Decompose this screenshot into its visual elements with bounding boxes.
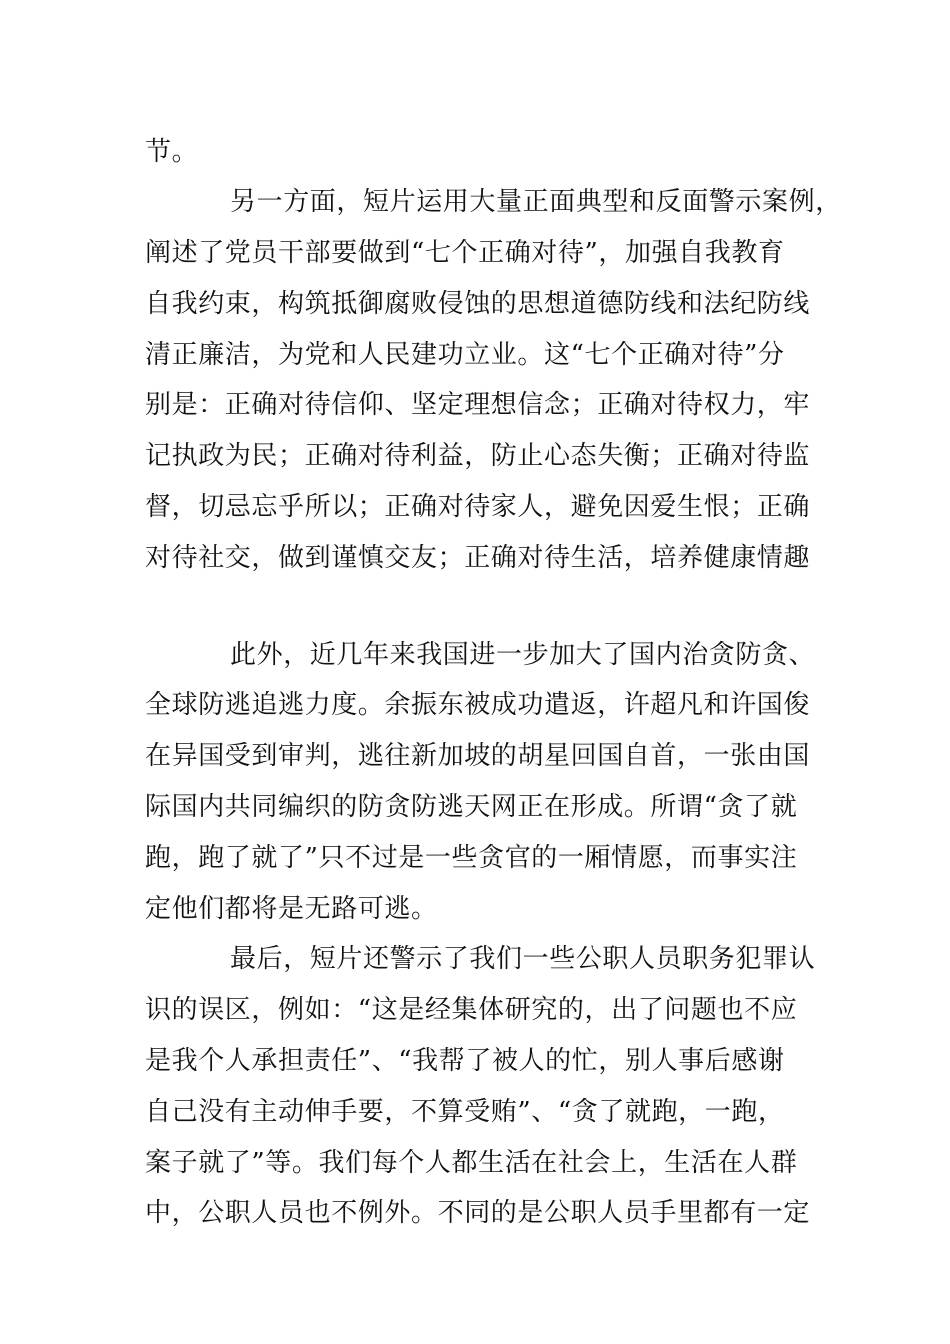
text-line: 中，公职人员也不例外。不同的是公职人员手里都有一定 (145, 1198, 811, 1228)
text-line: 跑，跑了就了”只不过是一些贪官的一厢情愿，而事实注 (145, 843, 798, 873)
text-line: 全球防逃追逃力度。余振东被成功遣返，许超凡和许国俊 (145, 690, 811, 720)
text-line: 对待社交，做到谨慎交友；正确对待生活，培养健康情趣 (145, 543, 811, 573)
paragraph-start-line: 另一方面，短片运用大量正面典型和反面警示案例， (230, 187, 842, 217)
text-line: 际国内共同编织的防贪防逃天网正在形成。所谓“贪了就 (145, 792, 798, 822)
text-line: 案子就了”等。我们每个人都生活在社会上，生活在人群 (145, 1148, 798, 1178)
text-line: 在异国受到审判，逃往新加坡的胡星回国自首，一张由国 (145, 741, 811, 771)
text-line: 是我个人承担责任”、“我帮了被人的忙，别人事后感谢 (145, 1046, 785, 1076)
text-line: 记执政为民；正确对待利益，防止心态失衡；正确对待监 (145, 441, 811, 471)
text-line: 节。 (145, 137, 199, 167)
text-line: 识的误区，例如：“这是经集体研究的，出了问题也不应 (145, 995, 798, 1025)
paragraph-start-line: 最后，短片还警示了我们一些公职人员职务犯罪认 (230, 944, 816, 974)
text-line: 别是：正确对待信仰、坚定理想信念；正确对待权力，牢 (145, 390, 811, 420)
text-line: 定他们都将是无路可逃。 (145, 894, 438, 924)
text-line: 自己没有主动伸手要，不算受贿”、“贪了就跑，一跑， (145, 1097, 785, 1127)
paragraph-start-line: 此外，近几年来我国进一步加大了国内治贪防贪、 (230, 640, 816, 670)
text-line: 阐述了党员干部要做到“七个正确对待”，加强自我教育 (145, 238, 785, 268)
text-line: 清正廉洁，为党和人民建功立业。这“七个正确对待”分 (145, 340, 785, 370)
text-line: 自我约束，构筑抵御腐败侵蚀的思想道德防线和法纪防线 (145, 289, 811, 319)
text-line: 督，切忌忘乎所以；正确对待家人，避免因爱生恨；正确 (145, 492, 811, 522)
